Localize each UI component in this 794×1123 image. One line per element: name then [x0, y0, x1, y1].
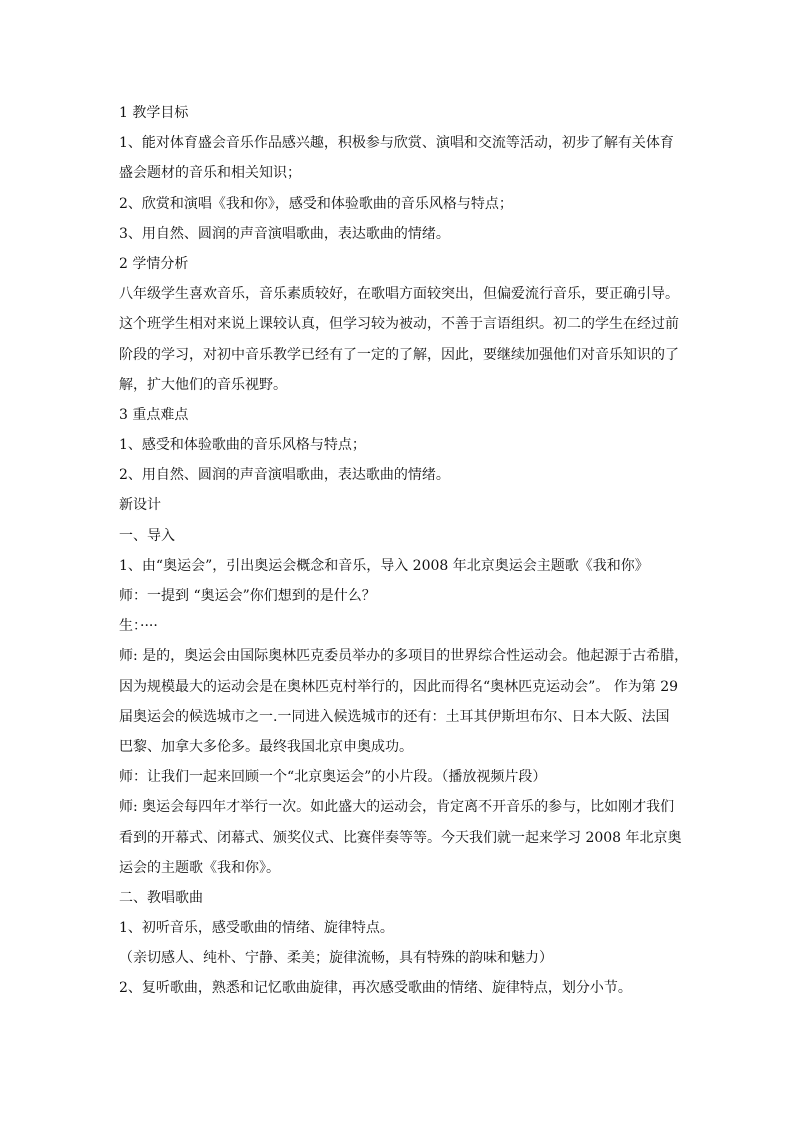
paragraph-line: 八年级学生喜欢音乐，音乐素质较好，在歌唱方面较突出，但偏爱流行音乐，要正确引导。: [119, 286, 679, 303]
paragraph-line: 生：····: [119, 618, 158, 635]
paragraph-line: 这个班学生相对来说上课较认真，但学习较为被动，不善于言语组织。初二的学生在经过前: [119, 316, 679, 333]
paragraph-line: 师：一提到 “奥运会”你们想到的是什么？: [119, 588, 376, 604]
section-heading-introduction: 一、导入: [119, 527, 175, 544]
paragraph-line: 看到的开幕式、闭幕式、颁奖仪式、比赛伴奏等等。今天我们就一起来学习 2008 年北京奥: [119, 829, 682, 846]
paragraph-line: 阶段的学习，对初中音乐教学已经有了一定的了解，因此，要继续加强他们对音乐知识的了: [119, 346, 679, 363]
section-heading-student-analysis: 2 学情分析: [119, 255, 189, 272]
paragraph-line: 师: 奥运会每四年才举行一次。如此盛大的运动会，肯定离不开音乐的参与，比如刚才我们: [119, 799, 675, 816]
section-heading-new-design: 新设计: [119, 497, 161, 514]
paragraph-line: （亲切感人、纯朴、宁静、柔美；旋律流畅，具有特殊的韵味和魅力）: [119, 950, 553, 967]
paragraph-line: 2、用自然、圆润的声音演唱歌曲，表达歌曲的情绪。: [119, 467, 450, 484]
paragraph-line: 师: 是的，奥运会由国际奥林匹克委员举办的多项目的世界综合性运动会。他起源于古希腊，: [119, 648, 689, 665]
paragraph-line: 2、欣赏和演唱《我和你》，感受和体验歌曲的音乐风格与特点；: [119, 195, 513, 212]
paragraph-line: 盛会题材的音乐和相关知识；: [119, 165, 301, 182]
paragraph-line: 解，扩大他们的音乐视野。: [119, 376, 287, 393]
paragraph-line: 3、用自然、圆润的声音演唱歌曲，表达歌曲的情绪。: [119, 225, 450, 242]
paragraph-line: 运会的主题歌《我和你》。: [119, 859, 280, 876]
paragraph-line: 1、感受和体验歌曲的音乐风格与特点；: [119, 437, 366, 454]
paragraph-line: 1、初听音乐，感受歌曲的情绪、旋律特点。: [119, 920, 394, 937]
section-heading-key-points: 3 重点难点: [119, 406, 189, 423]
paragraph-line: 届奥运会的候选城市之一.一同进入候选城市的还有：土耳其伊斯坦布尔、日本大阪、法国: [119, 708, 670, 725]
paragraph-line: 1、由“奥运会”，引出奥运会概念和音乐，导入 2008 年北京奥运会主题歌《我和你》: [119, 557, 649, 574]
paragraph-line: 因为规模最大的运动会是在奥林匹克村举行的，因此而得名“奥林匹克运动会”。 作为第 29: [119, 678, 679, 695]
paragraph-line: 巴黎、加拿大多伦多。最终我国北京申奥成功。: [119, 738, 413, 755]
paragraph-line: 1、能对体育盛会音乐作品感兴趣，积极参与欣赏、演唱和交流等活动，初步了解有关体育: [119, 135, 674, 152]
paragraph-line: 2、复听歌曲，熟悉和记忆歌曲旋律，再次感受歌曲的情绪、旋律特点，划分小节。: [119, 980, 632, 997]
document-body: [119, 98, 689, 1004]
paragraph-line: 师：让我们一起来回顾一个“北京奥运会”的小片段。（播放视频片段）: [119, 769, 547, 786]
section-heading-teaching-goals: 1 教学目标: [119, 105, 189, 121]
section-heading-teach-song: 二、教唱歌曲: [119, 889, 203, 906]
